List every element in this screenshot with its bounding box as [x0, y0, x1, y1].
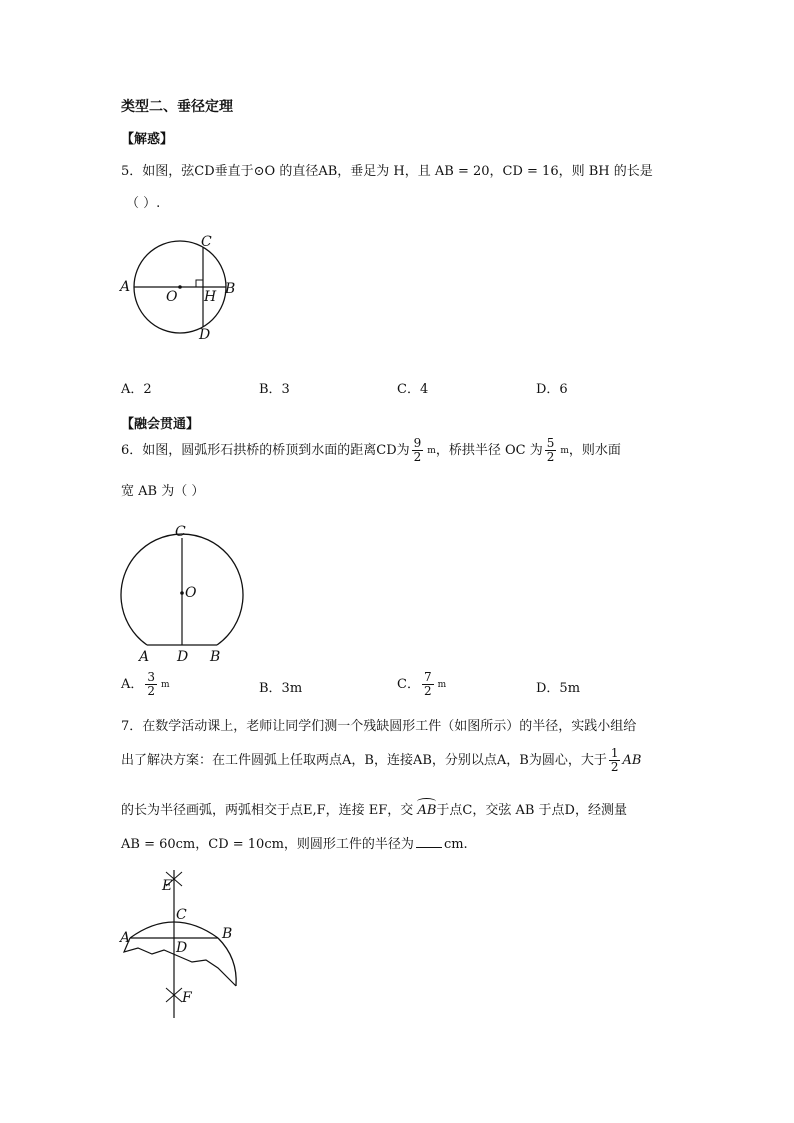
q5-option-c: C．4: [397, 382, 429, 397]
q5-label-a: A: [120, 279, 131, 295]
q7-half-num: 1: [610, 746, 619, 760]
q6-option-c-fraction: [422, 671, 434, 698]
tag-jiehuo: 【解惑】: [121, 132, 174, 147]
q7-half-den: 2: [610, 760, 619, 774]
q6-option-c-label: C．: [397, 677, 420, 692]
q5-option-b: B．3: [259, 382, 290, 397]
q5-center-dot: [178, 285, 182, 289]
q6-frac1-num: 9: [413, 436, 422, 450]
q5-number: 5．: [121, 164, 143, 179]
q7-answer-blank: [416, 847, 442, 848]
q5-label-c: C: [201, 234, 212, 250]
q7-label-b: B: [222, 926, 233, 942]
q6-number: 6．: [121, 443, 143, 458]
q6-line2: 宽 AB 为（ ）: [121, 484, 205, 499]
q7-label-a: A: [120, 930, 131, 946]
q6-option-a-fraction: [145, 671, 157, 698]
q5-option-d: D．6: [536, 382, 568, 397]
q7-number: 7．: [121, 719, 143, 734]
q6-unit2: m: [560, 445, 569, 456]
q6-option-b: B．3m: [259, 681, 303, 696]
q7-line2: [121, 747, 641, 774]
q6-label-a: A: [139, 649, 150, 665]
q5-label-o: O: [166, 289, 178, 305]
q7-arc-ab: AB: [417, 800, 436, 820]
q6-label-c: C: [175, 524, 186, 540]
q6-label-d: D: [177, 649, 189, 665]
q7-text-3b: 于点C，交弦 AB 于点D，经测量: [436, 803, 627, 818]
q6-fraction-oc: [545, 437, 557, 464]
q6-option-a-label: A．: [121, 677, 144, 692]
q7-figure: [108, 866, 258, 1026]
q7-text-4b: cm.: [443, 837, 468, 852]
q6-option-d: D．5m: [536, 681, 581, 696]
q6-option-c-unit: m: [437, 679, 447, 690]
q7-half-fraction: [609, 747, 621, 774]
tag-ronghui: 【融会贯通】: [121, 417, 200, 432]
q5-line2: （ ）.: [126, 196, 161, 211]
q6-figure: [108, 520, 258, 668]
q7-text-1: 在数学活动课上，老师让同学们测一个残缺圆形工件（如图所示）的半径，实践小组给: [142, 719, 637, 734]
q7-text-2a: 出了解决方案：在工件圆弧上任取两点A，B，连接AB，分别以点A，B为圆心，大于: [121, 753, 607, 768]
q6-text-c: ，则水面: [568, 443, 621, 458]
q6-option-a-num: 3: [147, 670, 156, 684]
q6-option-a-unit: m: [161, 679, 170, 690]
q5-line1: [121, 163, 653, 181]
q6-option-c-den: 2: [423, 684, 432, 698]
q6-label-o: O: [185, 585, 197, 601]
q5-text: 如图，弦CD垂直于⊙O 的直径AB，垂足为 H，且 AB = 20，CD = 16，则 BH 的长是: [142, 164, 653, 179]
q6-option-a-den: 2: [147, 684, 156, 698]
q7-arc-right: [218, 938, 236, 986]
q6-frac1-den: 2: [413, 450, 422, 464]
q6-fraction-cd: [412, 437, 424, 464]
q5-right-angle-mark: [196, 280, 203, 287]
q6-frac2-den: 2: [546, 450, 555, 464]
q6-text-a: 如图，圆弧形石拱桥的桥顶到水面的距离CD为: [142, 443, 410, 458]
q7-label-f: F: [182, 990, 192, 1006]
q7-text-3a: 的长为半径画弧，两弧相交于点E,F，连接 EF，交: [121, 803, 414, 818]
q6-center-dot: [180, 591, 184, 595]
q5-label-h: H: [204, 289, 217, 305]
q6-text-b: ，桥拱半径 OC 为: [435, 443, 543, 458]
q7-line3: [121, 800, 627, 820]
q5-figure: [110, 228, 250, 348]
q7-label-d: D: [176, 940, 188, 956]
q7-text-4a: AB = 60cm，CD = 10cm，则圆形工件的半径为: [121, 837, 414, 852]
q6-option-c-num: 7: [423, 670, 432, 684]
q7-line1: [121, 718, 636, 736]
q5-option-a: A．2: [121, 382, 152, 397]
q6-option-a: [121, 671, 170, 698]
q5-label-d: D: [199, 327, 211, 343]
q5-label-b: B: [225, 281, 236, 297]
section-title: 类型二、垂径定理: [121, 99, 233, 115]
q6-frac2-num: 5: [546, 436, 555, 450]
q7-label-e: E: [162, 878, 173, 894]
q7-line4: [121, 836, 468, 854]
q6-option-c: [397, 671, 446, 698]
q6-label-b: B: [210, 649, 221, 665]
q7-label-c: C: [176, 907, 187, 923]
q6-line1: [121, 437, 621, 464]
q7-text-2b: AB: [622, 753, 642, 768]
q6-unit1: m: [427, 445, 436, 456]
